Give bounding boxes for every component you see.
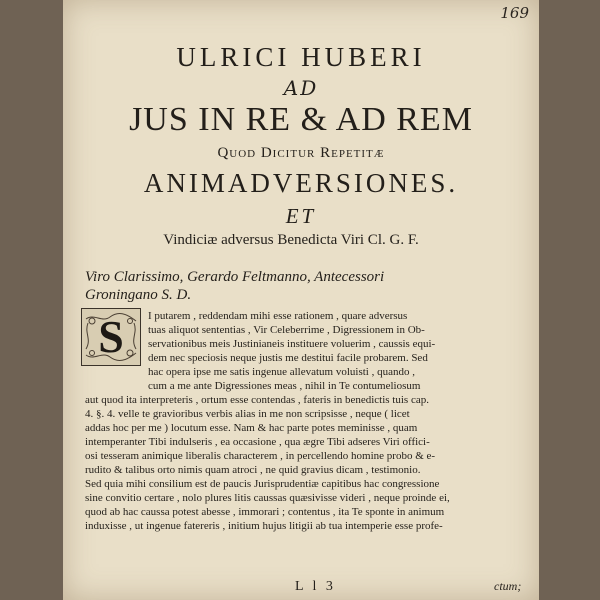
body-line: osi tesseram animique liberalis characterem , in percellendo homine probo & e- <box>85 450 436 462</box>
body-text <box>63 0 539 600</box>
body-line: 4. §. 4. velle te gravioribus verbis alias in me non scripsisse , neque ( licet <box>85 408 410 420</box>
body-line: hac opera ipse me satis ingenue allevatum voluisti , quando , <box>148 366 415 378</box>
body-line: intemperanter Tibi indulseris , ea occasione , qua ægre Tibi adseres Viri offici- <box>85 436 430 448</box>
page-number: 169 <box>500 4 529 22</box>
body-line: rudito & talibus orto nimis quam atroci , ne quid gravius dicam , testimonio. <box>85 464 421 476</box>
catchword: ctum; <box>494 579 522 593</box>
animadversiones-heading: ANIMADVERSIONES. <box>143 168 459 198</box>
body-line: Sed quia mihi consilium est de paucis Jurisprudentiæ capitibus hac congressione <box>85 478 440 490</box>
body-line: quod ab hac caussa potest abesse , immorari ; contentus , ita Te sponte in animum <box>85 506 445 518</box>
author-heading: ULRICI HUBERI <box>176 42 426 72</box>
ad-heading: AD <box>283 76 319 100</box>
body-line: servationibus meis Justinianeis instituere voluerim , caussis equi- <box>148 338 436 350</box>
body-line: aut quod ita interpreteris , ortum esse contendas , fateris in benedictis tuis cap. <box>85 394 429 406</box>
body-line: sine convitio certare , nolo plures litis caussas quæsivisse videri , neque proinde ei, <box>85 492 450 504</box>
address-line: Groningano S. D. <box>85 287 192 303</box>
body-line: addas hoc per me ) locutum esse. Nam & hac parte potes meminisse , quam <box>85 422 418 434</box>
book-page <box>63 0 539 600</box>
address-line: Viro Clarissimo, Gerardo Feltmanno, Antecessori <box>85 269 385 285</box>
quod-subtitle: Quod Dicitur Repetitæ <box>217 145 385 161</box>
body-line: induxisse , ut ingenue fatereris , initium hujus litigii ab tua intemperie esse profe- <box>85 520 443 532</box>
drop-cap-letter: S <box>98 311 124 362</box>
body-line: tuas aliquot sententias , Vir Celeberrime , Digressionem in Ob- <box>148 324 425 336</box>
body-line: cum a me ante Digressiones meas , nihil in Te contumeliosum <box>148 380 421 392</box>
work-title: JUS IN RE & AD REM <box>129 101 473 138</box>
body-line: dem nec speciosis neque justis me destitui facile probarem. Sed <box>148 352 428 364</box>
body-line: I putarem , reddendam mihi esse rationem , quare adversus <box>148 310 408 322</box>
signature-mark: L l 3 <box>295 579 336 594</box>
et-heading: ET <box>285 204 317 228</box>
vindiciae-subtitle: Vindiciæ adversus Benedicta Viri Cl. G. F. <box>163 232 419 248</box>
